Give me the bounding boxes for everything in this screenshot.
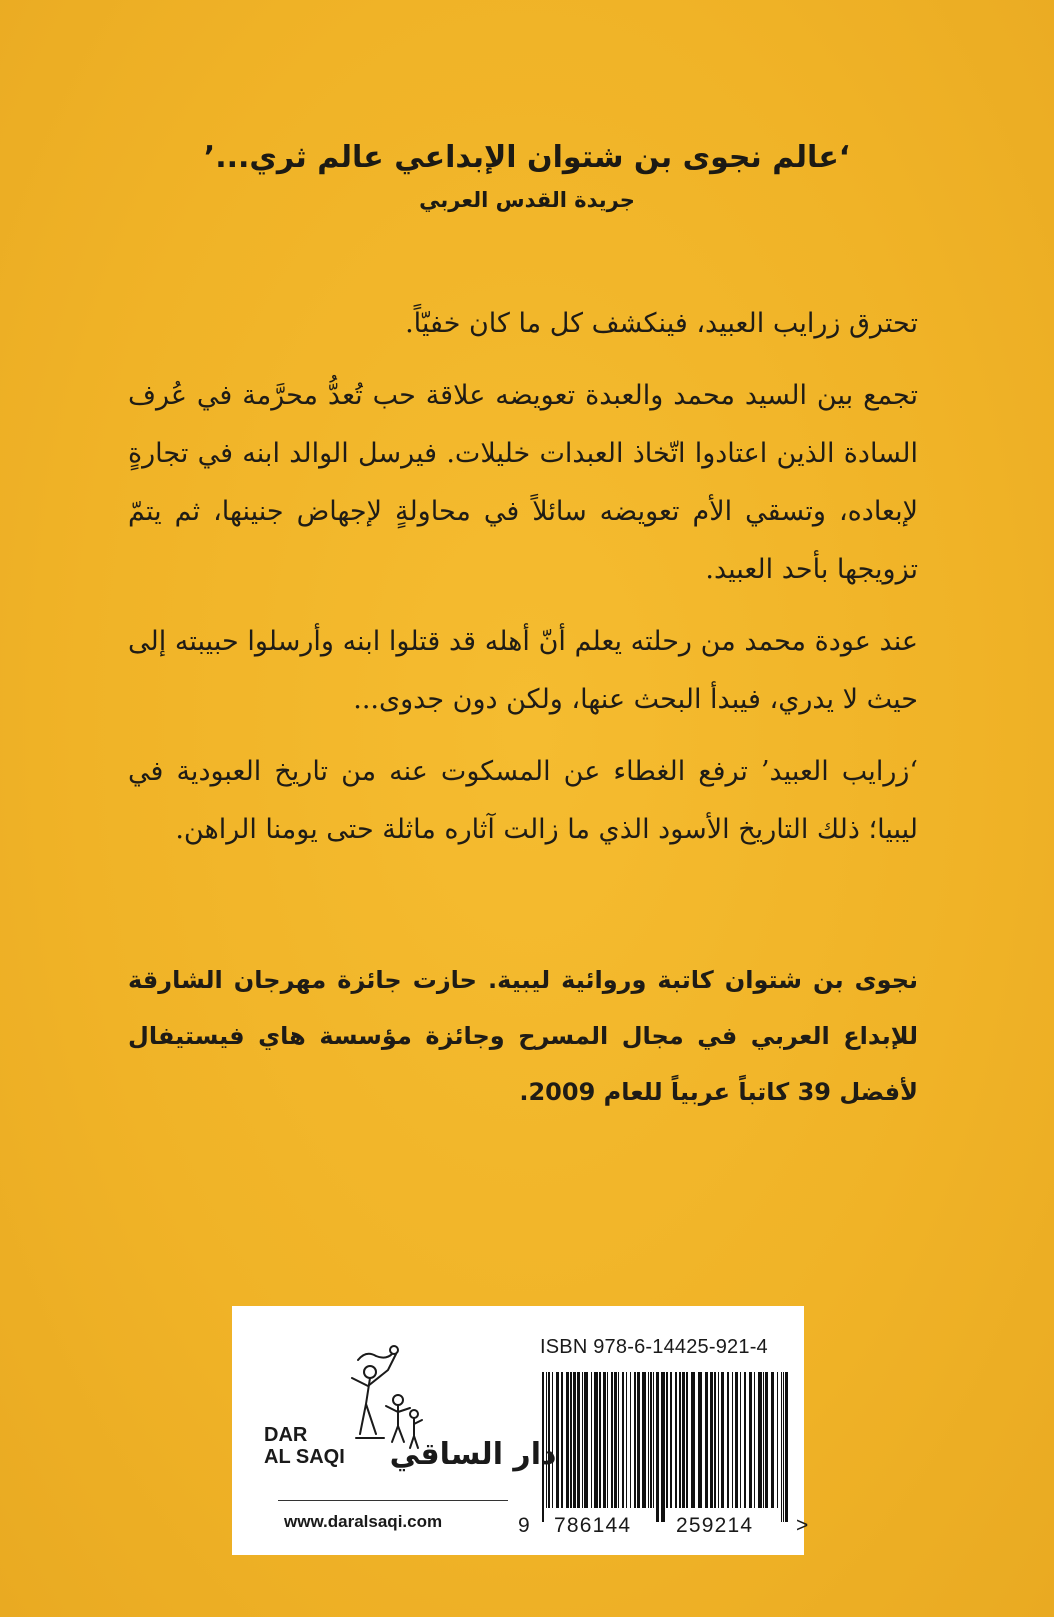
- barcode-digits-right: 259214: [676, 1514, 754, 1537]
- publisher-website: www.daralsaqi.com: [284, 1512, 443, 1531]
- publisher-name-ar: دار الساقي: [389, 1437, 557, 1472]
- blurb-paragraph: تحترق زرايب العبيد، فينكشف كل ما كان خفيّاً.: [405, 308, 918, 339]
- blurb-paragraph: تجمع بين السيد محمد والعبدة تعويضه علاقة حب تُعدُّ محرَّمة في عُرف السادة الذين اعتادوا اتّخاذ العبدات خليلات. فيرسل الوالد ابنه في تجارةٍ لإبعاده، وتسقي الأم تعويضه سائلاً في محاولةٍ لإجهاض جنينها، ثم يتمّ تزويجها بأحد العبيد.: [128, 380, 918, 585]
- publisher-name-en-line2: AL SAQI: [264, 1446, 345, 1468]
- blurb-paragraph: ‘زرايب العبيد’ ترفع الغطاء عن المسكوت عنه من تاريخ العبودية في ليبيا؛ ذلك التاريخ الأسود الذي ما زالت آثاره ماثلة حتى يومنا الراهن.: [128, 756, 918, 845]
- review-quote-source: جريدة القدس العربي: [419, 188, 635, 212]
- publisher-name-ar-logo: [389, 1418, 557, 1478]
- isbn-label: ISBN 978-6-14425-921-4: [540, 1336, 768, 1358]
- barcode-quiet-mark: >: [796, 1514, 809, 1537]
- barcode-digit-first: 9: [518, 1514, 530, 1537]
- blurb: [128, 295, 918, 873]
- blurb-paragraph: عند عودة محمد من رحلته يعلم أنّ أهله قد قتلوا ابنه وأرسلوا حبيبته إلى حيث لا يدري، فيبدأ البحث عنها، ولكن دون جدوى...: [128, 626, 918, 715]
- author-bio: [128, 952, 918, 1120]
- label-divider: [278, 1500, 508, 1501]
- publisher-barcode-label: [232, 1306, 809, 1555]
- barcode-digits-left: 786144: [554, 1514, 632, 1537]
- isbn-barcode: [538, 1372, 792, 1522]
- publisher-name-en: [264, 1424, 345, 1468]
- author-bio-text: نجوى بن شتوان كاتبة وروائية ليبية. حازت جائزة مهرجان الشارقة للإبداع العربي في مجال المسرح وجائزة مؤسسة هاي فيستيفال لأفضل 39 كاتباً عربياً للعام 2009.: [128, 966, 918, 1106]
- publisher-name-en-line1: DAR: [264, 1424, 308, 1446]
- barcode-digits: [518, 1514, 808, 1544]
- review-quote: ‘عالم نجوى بن شتوان الإبداعي عالم ثري...’: [203, 140, 851, 175]
